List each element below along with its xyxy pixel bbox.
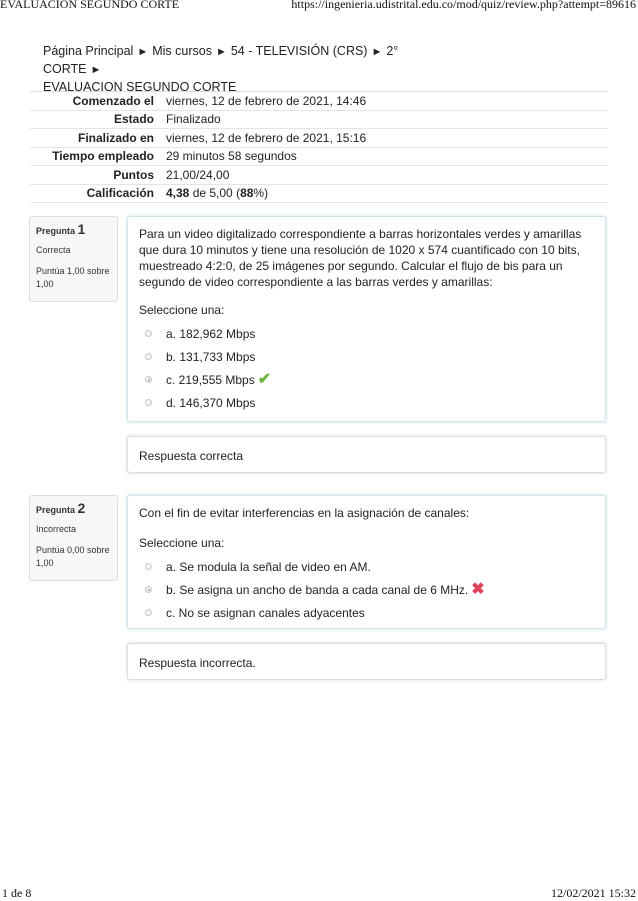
summary-row-grade — [30, 184, 608, 203]
feedback-text: Respuesta incorrecta. — [139, 656, 256, 670]
breadcrumb-course[interactable]: 54 - TELEVISIÓN (CRS) — [230, 44, 368, 58]
summary-row — [30, 166, 608, 185]
feedback-box-2 — [127, 643, 606, 680]
breadcrumb-separator: ► — [215, 46, 227, 58]
radio-button[interactable] — [145, 399, 152, 406]
breadcrumb-quiz[interactable]: EVALUACION SEGUNDO CORTE — [43, 80, 237, 94]
grade-of: de 5,00 ( — [189, 186, 241, 201]
question-content-2 — [127, 495, 606, 629]
answer-option-label: b. Se asigna un ancho de banda a cada canal de 6 MHz. — [166, 582, 469, 597]
question-status: Correcta — [36, 245, 71, 255]
question-content-1 — [127, 216, 606, 422]
breadcrumb-separator: ► — [90, 64, 102, 76]
summary-value: viernes, 12 de febrero de 2021, 15:16 — [166, 129, 608, 148]
print-footer-page: 1 de 8 — [2, 886, 32, 900]
summary-row — [30, 147, 608, 166]
breadcrumb — [43, 43, 463, 96]
answer-option[interactable] — [139, 555, 594, 578]
answer-option-label: b. 131,733 Mbps — [166, 349, 256, 364]
attempt-summary-table — [30, 91, 608, 203]
radio-button-selected[interactable] — [145, 586, 152, 593]
radio-button-selected[interactable] — [145, 376, 152, 383]
feedback-text: Respuesta correcta — [139, 449, 244, 463]
answer-option-label: d. 146,370 Mbps — [166, 395, 256, 410]
question-info-1 — [29, 216, 118, 302]
summary-label: Tiempo empleado — [30, 147, 166, 166]
feedback-box-1 — [127, 436, 606, 473]
answer-option[interactable] — [139, 578, 594, 601]
summary-row — [30, 110, 608, 129]
radio-button[interactable] — [145, 609, 152, 616]
question-points: Puntúa 1,00 sobre 1,00 — [36, 266, 110, 289]
question-number: Pregunta 2 — [36, 500, 86, 516]
summary-label: Comenzado el — [30, 92, 166, 111]
summary-label: Finalizado en — [30, 129, 166, 148]
summary-value: Finalizado — [166, 110, 608, 129]
breadcrumb-separator: ► — [371, 46, 383, 58]
answer-prompt: Seleccione una: — [139, 536, 225, 550]
breadcrumb-section[interactable]: 2° CORTE — [43, 44, 399, 76]
summary-row — [30, 129, 608, 148]
answer-option[interactable] — [139, 322, 594, 345]
answer-option[interactable] — [139, 368, 594, 391]
answer-option[interactable] — [139, 345, 594, 368]
print-header-title: EVALUACION SEGUNDO CORTE — [0, 0, 180, 11]
breadcrumb-my-courses[interactable]: Mis cursos — [152, 44, 212, 58]
grade-label: Calificación — [30, 184, 166, 203]
summary-label: Puntos — [30, 166, 166, 185]
answer-option[interactable] — [139, 391, 594, 414]
answer-prompt: Seleccione una: — [139, 303, 225, 317]
grade-close: %) — [253, 186, 269, 201]
answer-option-label: c. No se asignan canales adyacentes — [166, 605, 365, 620]
print-header-url: https://ingenieria.udistrital.edu.co/mod/quiz/review.php?attempt=89616 — [291, 0, 636, 11]
print-footer-date: 12/02/2021 15:32 — [550, 886, 636, 900]
summary-value: 21,00/24,00 — [166, 166, 608, 185]
incorrect-cross-icon: ✖ — [471, 580, 485, 598]
question-points: Puntúa 0,00 sobre 1,00 — [36, 545, 110, 568]
correct-check-icon: ✔ — [257, 370, 272, 388]
question-info-2 — [29, 495, 118, 581]
radio-button[interactable] — [145, 330, 152, 337]
radio-button[interactable] — [145, 353, 152, 360]
answer-option-label: c. 219,555 Mbps — [166, 372, 255, 387]
grade-percent: 88 — [240, 186, 254, 201]
summary-value: viernes, 12 de febrero de 2021, 14:46 — [166, 92, 608, 111]
grade-value — [166, 184, 608, 203]
answer-option-label: a. 182,962 Mbps — [166, 326, 256, 341]
summary-value: 29 minutos 58 segundos — [166, 147, 608, 166]
grade-score: 4,38 — [166, 186, 190, 201]
summary-row — [30, 92, 608, 111]
answer-option[interactable] — [139, 601, 594, 624]
question-text: Con el fin de evitar interferencias en la asignación de canales: — [139, 506, 470, 520]
breadcrumb-home[interactable]: Página Principal — [43, 44, 134, 58]
question-text: Para un video digitalizado correspondiente a barras horizontales verdes y amarillas que dura 10 minutos y tiene una resolución de 1020 x 574 cuantificado con 10 bits, muestreado 4:2:0, de 25 imágenes por segundo. Calcular el flujo de bis para un segundo de video correspondiente a las barras verdes y amarillas: — [139, 227, 582, 289]
radio-button[interactable] — [145, 563, 152, 570]
question-status: Incorrecta — [36, 524, 77, 534]
answer-option-label: a. Se modula la señal de video en AM. — [166, 559, 371, 574]
breadcrumb-separator: ► — [137, 46, 149, 58]
question-number: Pregunta 1 — [36, 221, 86, 237]
summary-label: Estado — [30, 110, 166, 129]
